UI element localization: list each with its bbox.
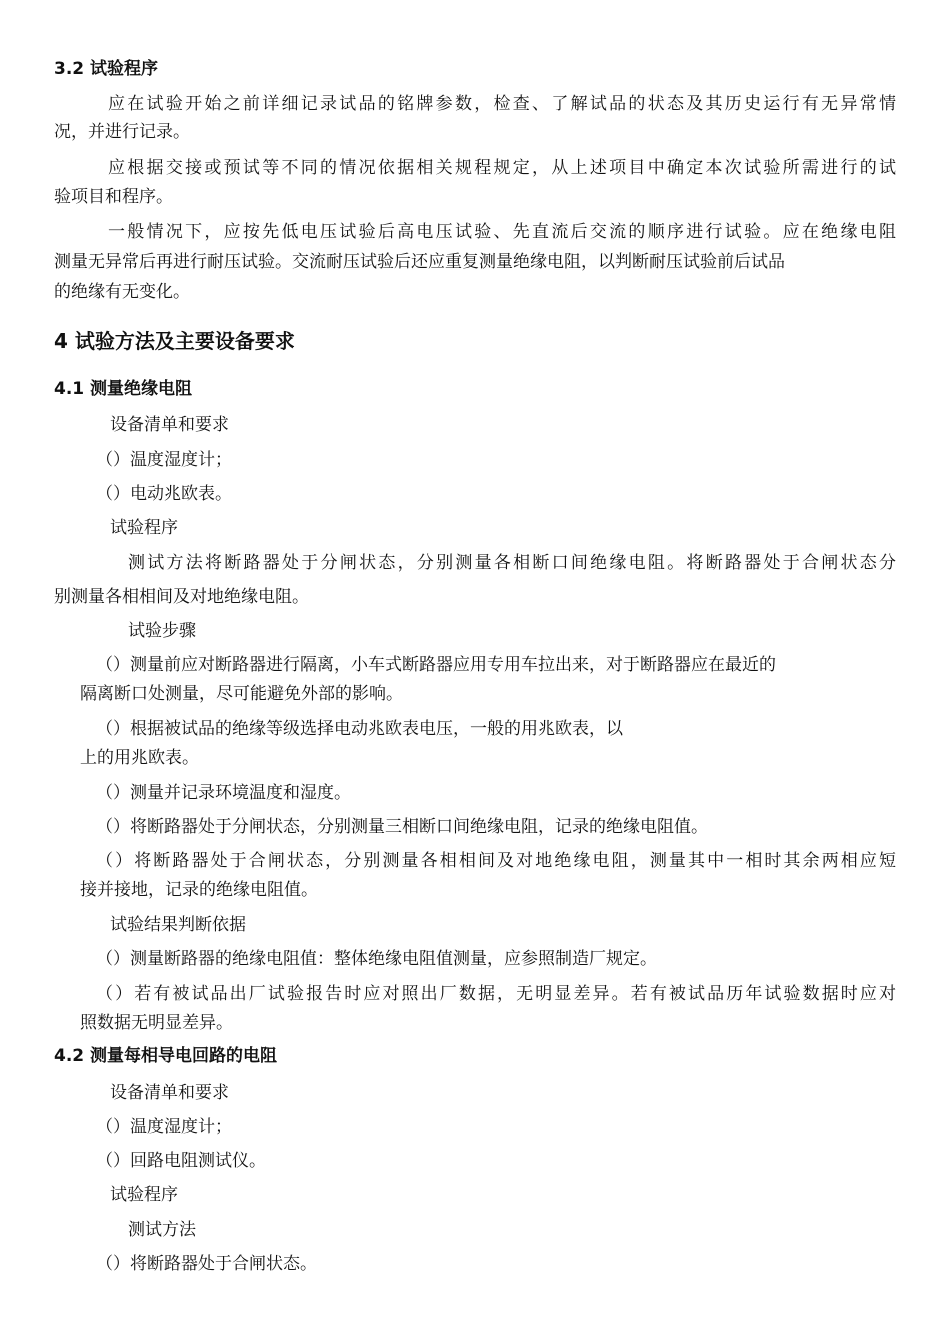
- section-4-1-heading: 4.1 测量绝缘电阻: [54, 379, 193, 399]
- paragraph-line: 应在试验开始之前详细记录试品的铭牌参数，检查、了解试品的状态及其历史运行有无异常情: [108, 94, 896, 114]
- result-line: （）测量断路器的绝缘电阻值：整体绝缘电阻值测量，应参照制造厂规定。: [96, 949, 657, 969]
- procedure-title: 试验程序: [110, 518, 178, 538]
- procedure-title: 试验程序: [110, 1185, 178, 1205]
- paragraph-line: 别测量各相相间及对地绝缘电阻。: [54, 587, 309, 607]
- step-line: （）将断路器处于分闸状态，分别测量三相断口间绝缘电阻，记录的绝缘电阻值。: [96, 817, 708, 837]
- paragraph-line: 一般情况下，应按先低电压试验后高电压试验、先直流后交流的顺序进行试验。应在绝缘电阻: [108, 222, 896, 242]
- equipment-list-title: 设备清单和要求: [110, 1083, 229, 1103]
- paragraph-line: 的绝缘有无变化。: [54, 282, 190, 302]
- section-4-heading: 4 试验方法及主要设备要求: [54, 329, 295, 353]
- result-line: 照数据无明显差异。: [80, 1013, 233, 1033]
- paragraph-line: 应根据交接或预试等不同的情况依据相关规程规定，从上述项目中确定本次试验所需进行的试: [108, 158, 896, 178]
- section-4-2-heading: 4.2 测量每相导电回路的电阻: [54, 1046, 278, 1066]
- paragraph-line: 测试方法将断路器处于分闸状态，分别测量各相断口间绝缘电阻。将断路器处于合闸状态分: [128, 553, 896, 573]
- equipment-list-title: 设备清单和要求: [110, 415, 229, 435]
- step-line: 隔离断口处测量，尽可能避免外部的影响。: [80, 684, 403, 704]
- result-criteria-title: 试验结果判断依据: [110, 915, 246, 935]
- step-line: 上的用兆欧表。: [80, 748, 199, 768]
- method-title: 测试方法: [128, 1220, 196, 1240]
- step-line: （）测量前应对断路器进行隔离，小车式断路器应用专用车拉出来，对于断路器应在最近的: [96, 655, 776, 675]
- section-3-2-heading: 3.2 试验程序: [54, 59, 159, 79]
- equipment-item: （）回路电阻测试仪。: [96, 1151, 266, 1171]
- equipment-item: （）电动兆欧表。: [96, 484, 232, 504]
- steps-title: 试验步骤: [128, 621, 196, 641]
- step-line: （）测量并记录环境温度和湿度。: [96, 783, 351, 803]
- paragraph-line: 测量无异常后再进行耐压试验。交流耐压试验后还应重复测量绝缘电阻，以判断耐压试验前后试品: [54, 252, 785, 272]
- step-line: （）根据被试品的绝缘等级选择电动兆欧表电压，一般的用兆欧表，以: [96, 719, 623, 739]
- step-line: （）将断路器处于合闸状态。: [96, 1254, 317, 1274]
- paragraph-line: 验项目和程序。: [54, 187, 173, 207]
- equipment-item: （）温度湿度计；: [96, 450, 232, 470]
- equipment-item: （）温度湿度计；: [96, 1117, 232, 1137]
- result-line: （）若有被试品出厂试验报告时应对照出厂数据，无明显差异。若有被试品历年试验数据时应对: [96, 984, 896, 1004]
- step-line: 接并接地，记录的绝缘电阻值。: [80, 880, 318, 900]
- step-line: （）将断路器处于合闸状态，分别测量各相相间及对地绝缘电阻，测量其中一相时其余两相应短: [96, 851, 896, 871]
- paragraph-line: 况，并进行记录。: [54, 122, 190, 142]
